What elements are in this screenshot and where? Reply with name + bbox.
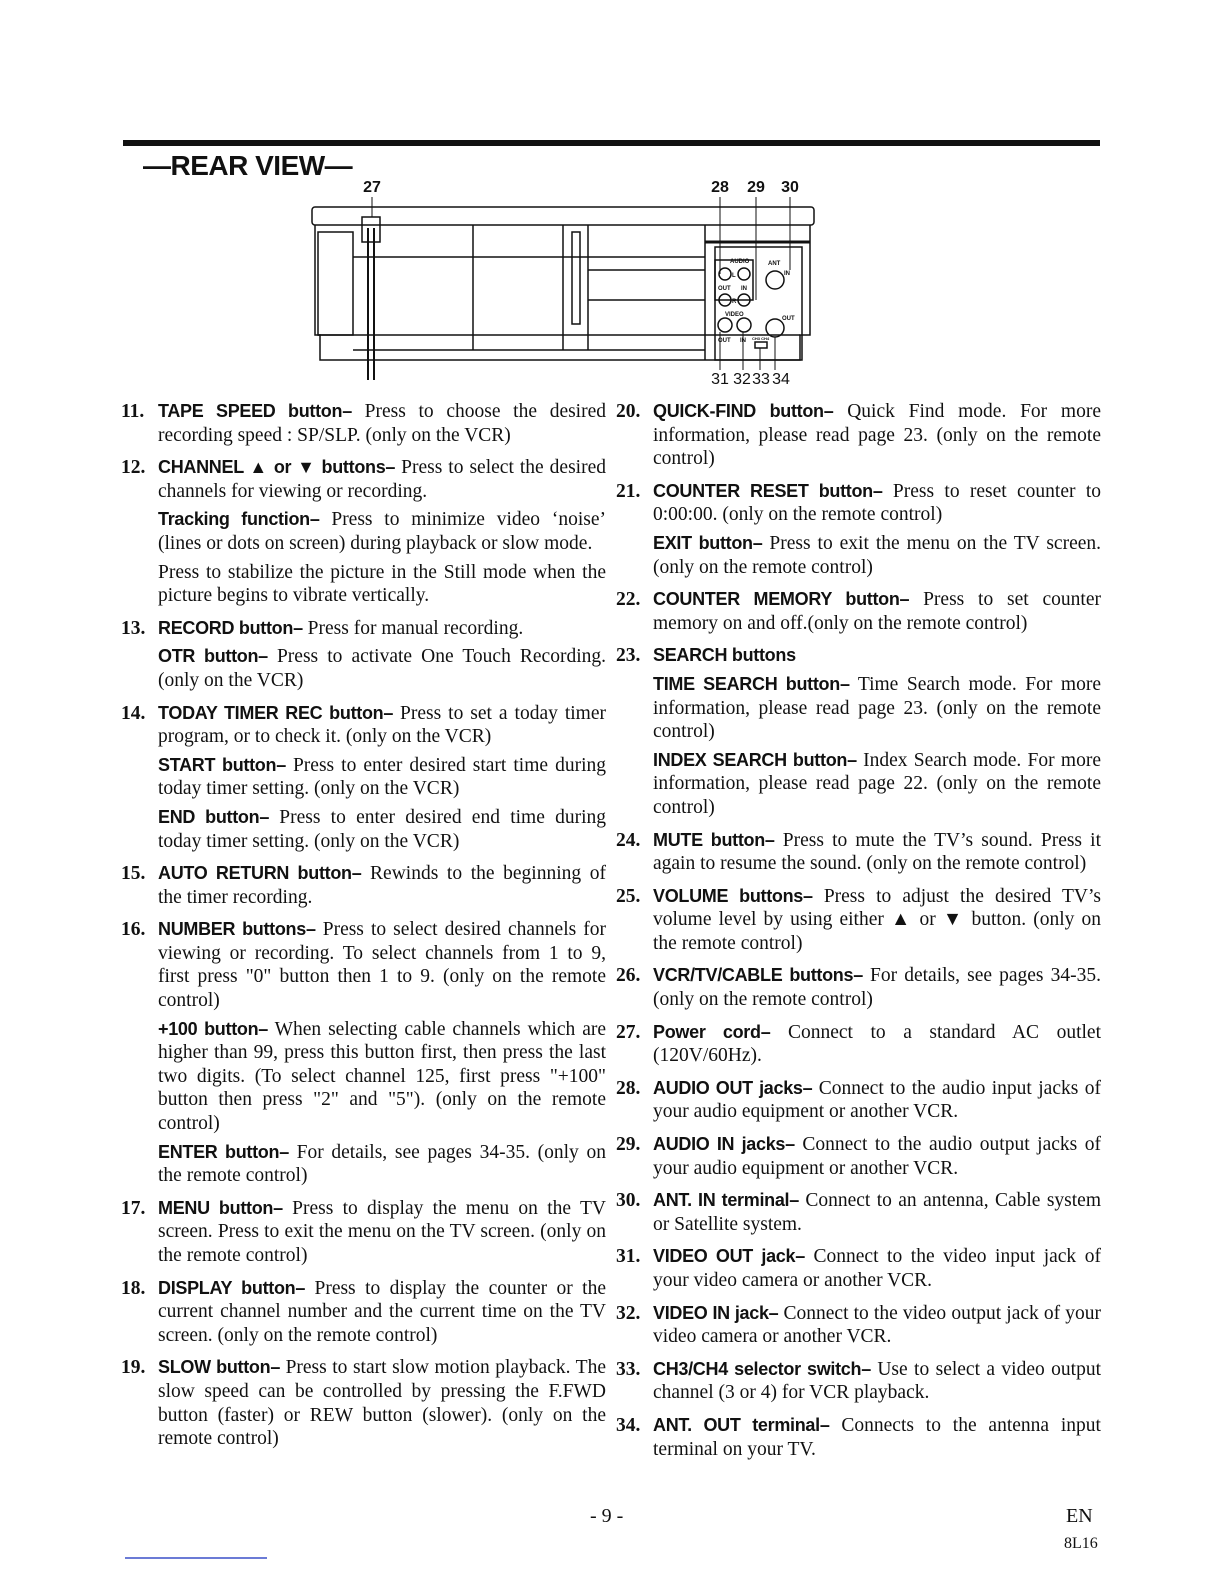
item-label: VIDEO OUT jack– <box>653 1246 805 1267</box>
item-paragraph <box>158 806 606 853</box>
item-label: INDEX SEARCH button– <box>653 749 857 770</box>
item-number: 32. <box>616 1302 641 1324</box>
list-item <box>616 644 1101 819</box>
item-paragraph <box>653 673 1101 744</box>
item-description: Press to minimize video ‘noise’ (lines or dots on screen) during playback or slow mode. <box>158 509 606 554</box>
item-label: NUMBER buttons– <box>158 919 316 940</box>
item-description: For details, see pages 34-35. (only on the remote control) <box>158 1141 606 1187</box>
item-paragraph <box>158 754 606 801</box>
item-description: Time Search mode. For more information, please read page 23. (only on the remote control) <box>653 673 1101 743</box>
item-paragraph <box>158 918 606 1012</box>
list-item <box>121 617 606 693</box>
item-number: 19. <box>121 1357 146 1379</box>
callout-27: 27 <box>363 179 381 196</box>
vcr-rear-diagram <box>300 170 940 390</box>
item-paragraph <box>653 829 1101 876</box>
item-paragraph <box>653 1245 1101 1292</box>
list-item <box>121 1356 606 1450</box>
list-item <box>121 702 606 854</box>
item-paragraph <box>158 645 606 692</box>
item-number: 11. <box>121 401 145 422</box>
item-number: 21. <box>616 480 641 502</box>
list-item <box>121 862 606 909</box>
callout-29: 29 <box>747 179 765 196</box>
item-label: Power cord– <box>653 1021 771 1042</box>
list-item <box>616 1189 1101 1236</box>
item-label: START button– <box>158 754 286 775</box>
item-label: VIDEO IN jack– <box>653 1302 779 1323</box>
label-ant: ANT <box>768 261 781 267</box>
callout-33: 33 <box>752 371 770 388</box>
item-paragraph <box>653 588 1101 635</box>
item-paragraph <box>653 480 1101 527</box>
item-label: DISPLAY button– <box>158 1277 306 1298</box>
item-label: TAPE SPEED button– <box>158 401 352 421</box>
item-description: Connect to the video output jack of your video camera or another VCR. <box>653 1302 1101 1348</box>
item-label: EXIT button– <box>653 532 763 553</box>
item-number: 25. <box>616 885 641 907</box>
callout-34: 34 <box>772 371 790 388</box>
list-item <box>616 829 1101 876</box>
item-number: 23. <box>616 645 641 667</box>
list-item <box>616 1133 1101 1180</box>
list-item <box>616 480 1101 579</box>
item-label: SEARCH buttons <box>653 645 796 666</box>
item-paragraph <box>653 532 1101 579</box>
item-paragraph <box>158 400 606 447</box>
item-label: OTR button– <box>158 646 268 667</box>
item-description: Connect to the video input jack of your video camera or another VCR. <box>653 1246 1101 1291</box>
page-number: - 9 - <box>590 1505 624 1527</box>
item-label: CH3/CH4 selector switch– <box>653 1358 871 1379</box>
item-number: 24. <box>616 829 641 851</box>
item-paragraph <box>653 1414 1101 1461</box>
item-number: 34. <box>616 1414 641 1436</box>
item-paragraph <box>653 1021 1101 1068</box>
item-label: SLOW button– <box>158 1357 281 1378</box>
item-paragraph <box>653 1358 1101 1405</box>
item-paragraph <box>158 1141 606 1188</box>
item-description: Press to select desired channels for viewing or recording. To select channels from 1 to 9, first press "0" button then 1 to 9. (only on the remote control) <box>158 919 606 1012</box>
label-video-out: OUT <box>718 338 731 344</box>
language-code: EN <box>1066 1505 1093 1527</box>
list-item <box>616 1077 1101 1124</box>
item-description: Press to exit the menu on the TV screen. (only on the remote control) <box>653 532 1101 578</box>
item-label: COUNTER MEMORY button– <box>653 589 910 610</box>
item-label: RECORD button– <box>158 617 303 638</box>
item-label: ANT. IN terminal– <box>653 1190 799 1211</box>
item-description: Press to set a today timer program, or to check it. (only on the VCR) <box>158 702 606 748</box>
item-number: 14. <box>121 702 146 724</box>
list-item <box>616 964 1101 1011</box>
list-item <box>121 1197 606 1268</box>
list-item <box>121 918 606 1188</box>
item-paragraph <box>653 1133 1101 1180</box>
item-label: TIME SEARCH button– <box>653 673 850 694</box>
item-description: Press to display the counter or the current channel number and the current time on the TV screen. (only on the remote control) <box>158 1277 607 1346</box>
list-item <box>616 1245 1101 1292</box>
item-number: 28. <box>616 1077 641 1099</box>
item-description: Press to mute the TV’s sound. Press it again to resume the sound. (only on the remote control) <box>653 829 1101 875</box>
list-item <box>121 456 606 608</box>
callout-28: 28 <box>711 179 729 196</box>
item-label: VCR/TV/CABLE buttons– <box>653 965 863 986</box>
item-number: 13. <box>121 617 146 639</box>
item-label: AUDIO OUT jacks– <box>653 1077 813 1098</box>
item-number: 27. <box>616 1021 641 1043</box>
left-column <box>121 400 606 1460</box>
list-item <box>616 400 1101 471</box>
vcr-lid <box>312 207 814 225</box>
item-description: Quick Find mode. For more information, please read page 23. (only on the remote control) <box>653 401 1101 470</box>
item-paragraph <box>158 456 606 503</box>
item-number: 26. <box>616 965 641 987</box>
label-video-in: IN <box>740 338 746 344</box>
item-paragraph <box>158 702 606 749</box>
item-description: Press to start slow motion playback. The slow speed can be controlled by pressing the F.FWD button (faster) or REW button (slower). (only on the remote control) <box>158 1357 606 1450</box>
item-paragraph <box>158 508 606 555</box>
item-label: AUTO RETURN button– <box>158 863 362 884</box>
label-video: VIDEO <box>725 312 744 318</box>
item-description: Press to activate One Touch Recording. (only on the VCR) <box>158 646 607 691</box>
list-item <box>616 1358 1101 1405</box>
item-description: Press to choose the desired recording speed : SP/SLP. (only on the VCR) <box>158 401 607 446</box>
item-number: 20. <box>616 401 641 422</box>
item-number: 31. <box>616 1246 641 1268</box>
item-description: Press to reset counter to 0:00:00. (only on the remote control) <box>653 480 1101 526</box>
item-number: 22. <box>616 589 641 611</box>
list-item <box>616 1414 1101 1461</box>
item-number: 12. <box>121 457 146 479</box>
callout-31: 31 <box>711 371 729 388</box>
item-description: Press to adjust the desired TV’s volume level by using either ▲ or ▼ button. (only on the remote control) <box>653 885 1101 954</box>
item-paragraph <box>653 749 1101 820</box>
item-paragraph <box>653 885 1101 956</box>
list-item <box>616 885 1101 956</box>
item-label: COUNTER RESET button– <box>653 480 883 501</box>
footer-link-line <box>125 1557 267 1559</box>
item-label: VOLUME buttons– <box>653 885 813 906</box>
item-description: Press to select the desired channels for viewing or recording. <box>158 457 606 502</box>
right-column <box>616 400 1101 1470</box>
item-number: 17. <box>121 1197 146 1219</box>
item-paragraph <box>653 1077 1101 1124</box>
list-item <box>616 1021 1101 1068</box>
item-description: When selecting cable channels which are higher than 99, press this button first, then press the last two digits. (To select channel 125, first press "+100" button then press "2" and "5"). (only on the remote control) <box>158 1018 606 1135</box>
item-label: MUTE button– <box>653 829 775 850</box>
item-label: QUICK-FIND button– <box>653 401 834 421</box>
item-description: For details, see pages 34-35. (only on the remote control) <box>653 965 1101 1011</box>
item-description: Press to set counter memory on and off.(only on the remote control) <box>653 589 1101 634</box>
item-label: END button– <box>158 806 270 827</box>
item-description: Press to display the menu on the TV screen. Press to exit the menu on the TV screen. (only on the remote control) <box>158 1197 606 1266</box>
item-description: Press to stabilize the picture in the Still mode when the picture begins to vibrate vertically. <box>158 561 606 607</box>
item-paragraph <box>158 1197 606 1268</box>
item-label: ANT. OUT terminal– <box>653 1414 830 1435</box>
item-number: 29. <box>616 1134 641 1156</box>
label-ant-out: OUT <box>782 316 795 322</box>
label-r: R <box>732 299 737 305</box>
label-ant-in: IN <box>784 271 790 277</box>
item-paragraph <box>653 964 1101 1011</box>
item-description: Press for manual recording. <box>302 617 524 639</box>
item-paragraph <box>158 1356 606 1450</box>
item-description: Connect to the audio output jacks of your audio equipment or another VCR. <box>653 1134 1101 1179</box>
item-description: Connects to the antenna input terminal on your TV. <box>653 1414 1101 1460</box>
item-number: 18. <box>121 1277 146 1299</box>
item-description: Index Search mode. For more information, please read page 22. (only on the remote control) <box>653 749 1101 818</box>
item-description: Rewinds to the beginning of the timer recording. <box>158 863 606 908</box>
item-label: ENTER button– <box>158 1141 289 1162</box>
item-paragraph <box>653 1189 1101 1236</box>
list-item <box>616 588 1101 635</box>
item-number: 33. <box>616 1358 641 1380</box>
callout-32: 32 <box>733 371 751 388</box>
item-paragraph <box>158 1277 606 1348</box>
list-item <box>616 1302 1101 1349</box>
item-description: Connect to the audio input jacks of your audio equipment or another VCR. <box>653 1077 1101 1123</box>
item-paragraph <box>653 644 1101 668</box>
item-label: Tracking function– <box>158 509 320 530</box>
list-item <box>121 1277 606 1348</box>
callout-30: 30 <box>781 179 799 196</box>
label-audio: AUDIO <box>730 259 750 265</box>
item-number: 16. <box>121 919 146 941</box>
item-paragraph <box>158 617 606 641</box>
item-paragraph <box>653 400 1101 471</box>
label-audio-out: OUT <box>718 286 731 292</box>
item-label: TODAY TIMER REC button– <box>158 702 394 723</box>
item-description: Use to select a video output channel (3 or 4) for VCR playback. <box>653 1358 1101 1404</box>
model-code: 8L16 <box>1064 1535 1098 1552</box>
item-paragraph <box>158 1018 606 1136</box>
item-paragraph <box>158 561 606 608</box>
page-title: —REAR VIEW— <box>143 150 353 181</box>
label-audio-in: IN <box>741 286 747 292</box>
item-number: 15. <box>121 863 146 885</box>
label-l: L <box>732 273 736 279</box>
header-rule <box>123 140 1100 146</box>
item-description: Press to enter desired end time during today timer setting. (only on the VCR) <box>158 806 606 852</box>
label-ch3-ch4: CH3 CH4 <box>752 336 770 341</box>
item-paragraph <box>653 1302 1101 1349</box>
item-description: Connect to an antenna, Cable system or Satellite system. <box>653 1190 1102 1235</box>
item-paragraph <box>158 862 606 909</box>
item-label: MENU button– <box>158 1197 283 1218</box>
item-number: 30. <box>616 1190 641 1212</box>
item-label: AUDIO IN jacks– <box>653 1134 795 1155</box>
list-item <box>121 400 606 447</box>
item-label: CHANNEL ▲ or ▼ buttons– <box>158 457 396 478</box>
item-description: Press to enter desired start time during today timer setting. (only on the VCR) <box>158 754 606 800</box>
item-description: Connect to a standard AC outlet (120V/60Hz). <box>653 1021 1101 1067</box>
item-label: +100 button– <box>158 1018 268 1039</box>
